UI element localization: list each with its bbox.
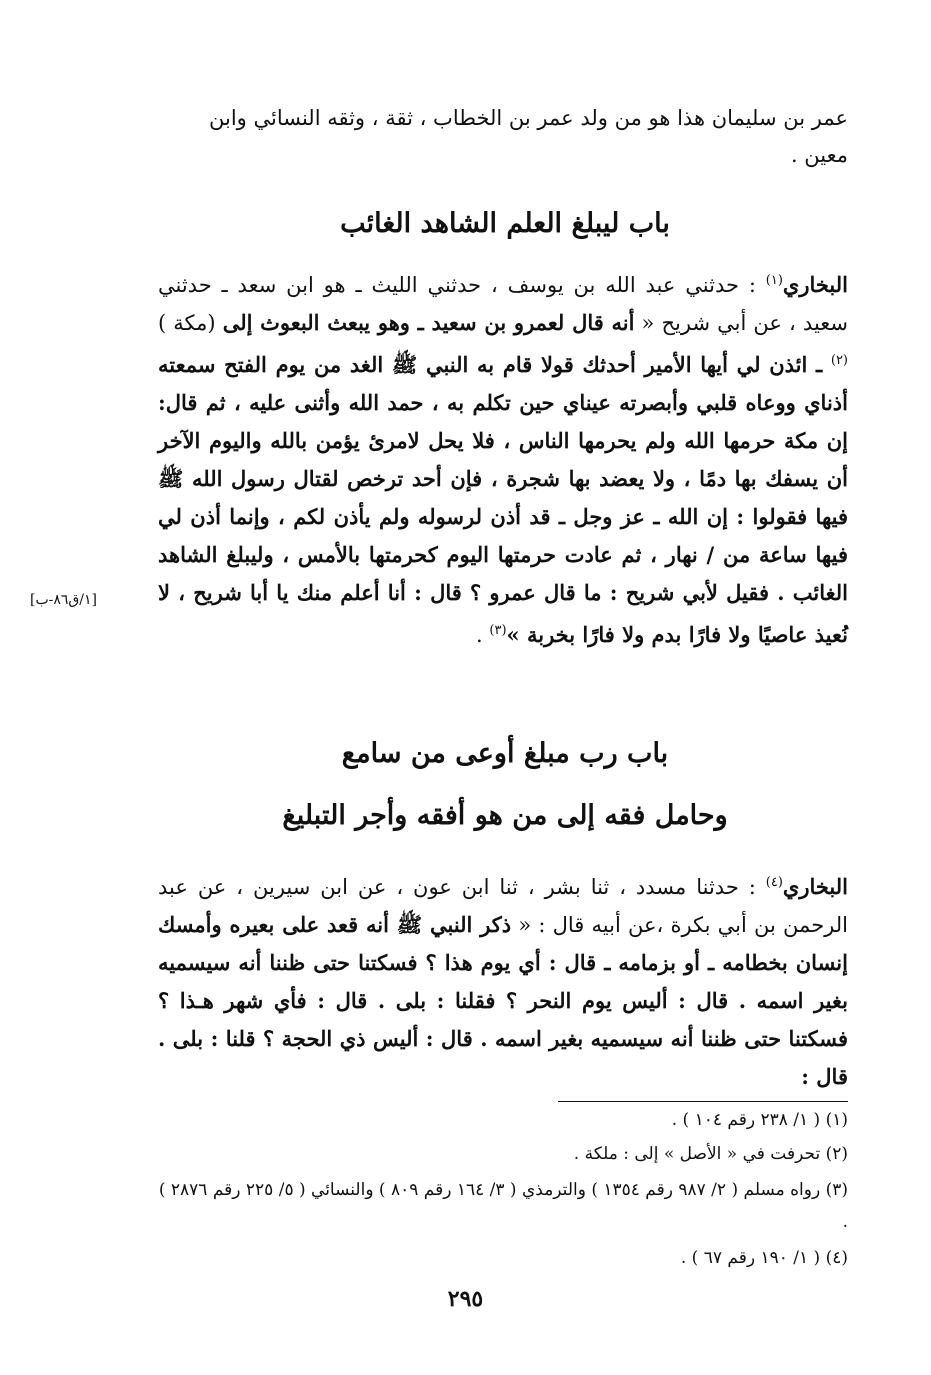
section-1-heading: باب ليبلغ العلم الشاهد الغائب [340,208,670,239]
isnad-text: : حدثني عبد الله بن يوسف ، حدثني الليث ـ هو ابن سعد ـ حدثني سعيد ، عن أبي شريح « [158,273,849,335]
footnote-3: (٣) رواه مسلم ( ٢/ ٩٨٧ رقم ١٣٥٤ ) والترمذي ( ٣/ ١٦٤ رقم ٨٠٩ ) والنسائي ( ٥/ ٢٢٥ رقم ٢٨٧٦ ) . [158,1180,848,1232]
section-1-body [158,262,848,654]
source-bukhari: البخاري [782,272,848,297]
hadith-text-2: ـ ائذن لي أيها الأمير أحدثك قولا قام به النبي ﷺ الغد من يوم الفتح سمعته أذناي ووعاه قلبي وأبصرته عيناي حين تكلم به ، حمد الله وأثنى عليه ، ثم قال: إن مكة حرمها الله ولم يحرمها الناس ، فلا يحل لامرئ يؤمن بالله واليوم الآخر أن يسفك بها دمًا ، ولا يعضد بها شجرة ، فإن أحد ترخص لقتال رسول الله ﷺ فيها فقولوا : إن الله ـ عز وجل ـ قد أذن لرسوله ولم يأذن لكم ، وإنما أذن لي فيها ساعة من / نهار ، ثم عادت حرمتها اليوم كحرمتها بالأمس ، وليبلغ الشاهد الغائب . فقيل لأبي شريح : ما قال عمرو ؟ قال : أنا أعلم منك يا أبا شريح ، لا نُعيذ عاصيًا ولا فارًا بدم ولا فارًا بخربة » [158,352,849,647]
hadith-text-1: أنه قال لعمرو بن سعيد ـ وهو يبعث البعوث إلى [222,310,635,335]
section-2-body [158,864,848,1096]
intro-line-2: معين . [790,143,848,167]
mecca-text: (مكة ) [158,311,223,335]
footnote-ref-1: (١) [765,273,783,288]
section-1-end: . [476,623,490,647]
footnote-1: (١) ( ١/ ٢٣٨ رقم ١٠٤ ) . [671,1110,848,1130]
intro-paragraph [158,100,848,174]
footnote-ref-2: (٢) [830,353,848,368]
footnote-2: (٢) تحرفت في « الأصل » إلى : ملكة . [573,1144,848,1164]
footnote-ref-3: (٣) [489,623,507,638]
footnote-ref-4: (٤) [765,875,783,890]
section-2-heading-line-1: باب رب مبلغ أوعى من سامع [341,738,669,769]
manuscript-folio-note: [١/ق٨٦-ب] [30,592,98,608]
section-2-heading-line-2: وحامل فقه إلى من هو أفقه وأجر التبليغ [282,800,728,831]
footnote-4: (٤) ( ١/ ١٩٠ رقم ٦٧ ) . [680,1248,848,1268]
section-2-paragraph [158,864,848,1096]
isnad-text-2: : حدثنا مسدد ، ثنا بشر ، ثنا ابن عون ، عن ابن سيرين ، عن عبد الرحمن بن أبي بكرة ،عن أبيه قال : « [158,875,848,937]
page-number: ٢٩٥ [447,1286,484,1312]
source-bukhari-2: البخاري [782,874,848,899]
section-1-paragraph [158,262,848,654]
footnote-separator [558,1101,848,1102]
hadith-text-3: ذكر النبي ﷺ أنه قعد على بعيره وأمسك إنسان بخطامه ـ أو بزمامه ـ قال : أي يوم هذا ؟ فسكتنا حتى ظننا أنه سيسميه بغير اسمه . قال : أليس يوم النحر ؟ فقلنا : بلى . قال : فأي شهر هـذا ؟ فسكتنا حتى ظننا أنه سيسميه بغير اسمه . قال : أليس ذي الحجة ؟ قلنا : بلى . قال : [158,912,848,1089]
intro-line-1: عمر بن سليمان هذا هو من ولد عمر بن الخطاب ، ثقة ، وثقه النسائي وابن [209,106,848,130]
